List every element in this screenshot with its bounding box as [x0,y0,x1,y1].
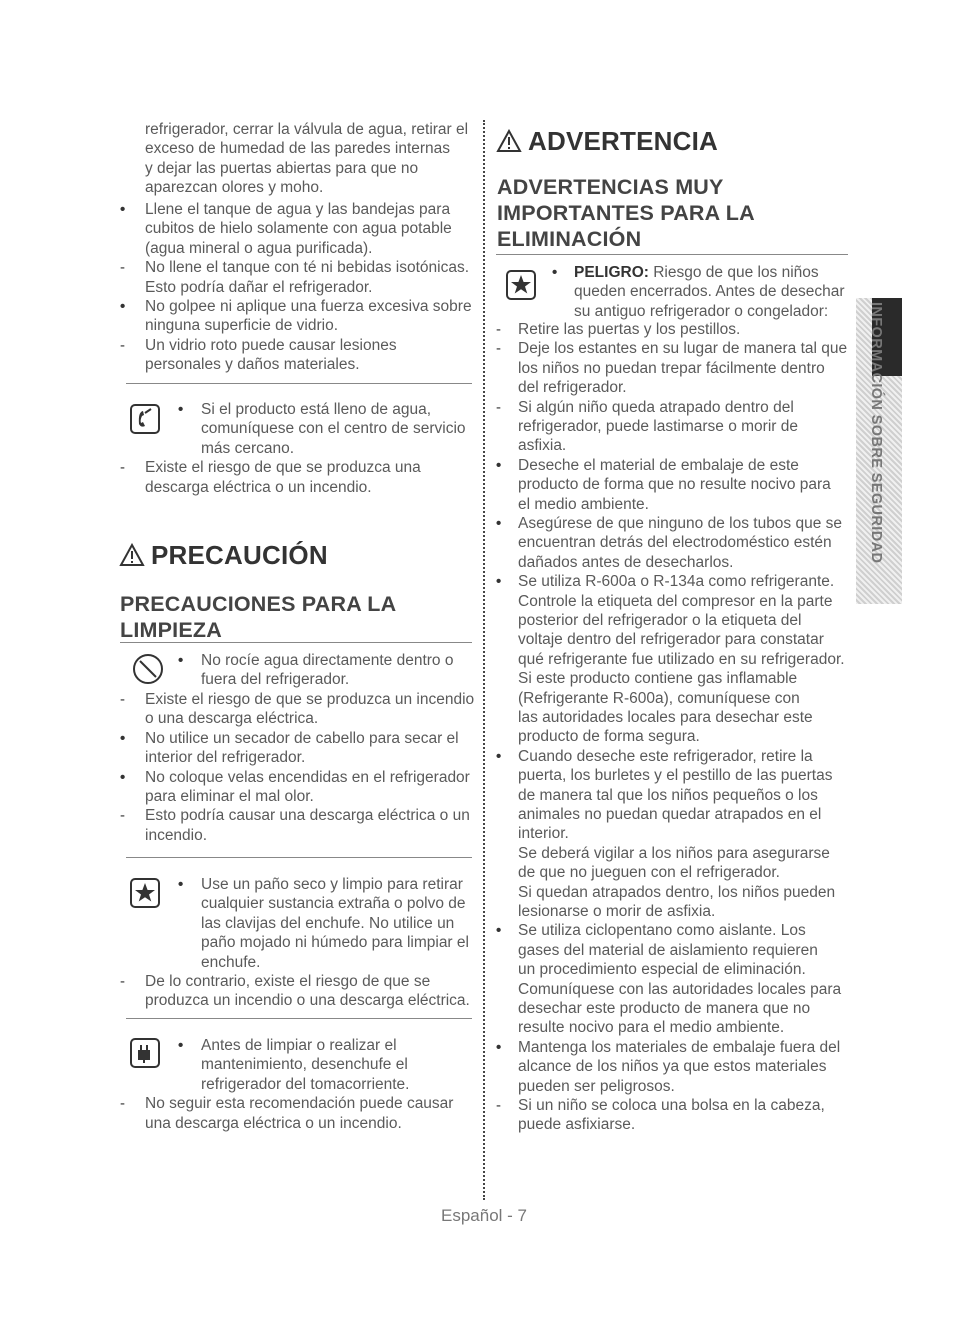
note-line: fuera del refrigerador. [201,671,350,689]
section-title-line: PRECAUCIONES PARA LA [120,592,397,616]
bullet-mark: • [552,264,558,281]
list-item-line: cubitos de hielo solamente con agua potable [145,220,452,238]
list-item-line: ninguna superficie de vidrio. [145,317,339,335]
list-item-line: lesionarse o morir de asfixia. [518,903,716,920]
dash-mark: - [496,321,501,338]
list-item-line: (agua mineral o agua purificada). [145,239,373,257]
dash-mark: - [496,1097,501,1114]
note-line: No seguir esta recomendación puede causar [145,1095,454,1113]
intro-paragraph [145,120,468,198]
bullet-mark: • [496,1038,502,1056]
dash-mark: - [120,459,125,477]
intro-line: exceso de humedad de las paredes internas [145,140,451,158]
bullet-mark: • [120,298,126,315]
list-item-line: Existe el riesgo de que se produzca un incendio [145,691,475,708]
note-line: más cercano. [201,439,295,457]
note-line: Use un paño seco y limpio para retirar [201,876,463,893]
unplug-icon [130,1038,160,1068]
section-title-line: ADVERTENCIAS MUY [497,175,724,199]
warning-title-text: ADVERTENCIA [528,126,718,156]
dash-mark: - [120,807,125,825]
bullet-mark: • [178,652,184,669]
list-item-line: asfixia. [518,437,567,455]
list-item-line: posterior del refrigerador o la etiqueta del [518,612,802,629]
note-line: una descarga eléctrica o un incendio. [145,1114,402,1132]
section-title-line: IMPORTANTES PARA LA [497,201,755,225]
list-item-line: Controle la etiqueta del compresor en la parte [518,592,833,610]
list-item-line: incendio. [145,826,208,844]
important-star-icon [130,878,160,908]
list-item-line: No llene el tanque con té ni bebidas isotónicas. [145,259,469,277]
note-line: descarga eléctrica o un incendio. [145,478,372,496]
page-number: Español - 7 [441,1206,527,1225]
list-item-line: del refrigerador. [518,379,627,397]
list-item-line: resulte nocivo para el medio ambiente. [518,1019,785,1037]
list-item-line: Llene el tanque de agua y las bandejas para [145,201,451,218]
list-item-line: Se utiliza R-600a o R-134a como refrigerante. [518,573,835,591]
important-star-icon [506,270,536,300]
intro-line: aparezcan olores y moho. [145,179,324,197]
note-line: Antes de limpiar o realizar el [201,1037,397,1054]
warning-triangle-icon [496,129,522,153]
list-item-line: producto de forma segura. [518,728,700,746]
bullet-mark: • [496,515,502,532]
list-item-line: alcance de los niños ya que estos materiales [518,1058,827,1076]
section-title-line: LIMPIEZA [120,618,222,642]
list-item-line: Cuando deseche este refrigerador, retire la [518,747,813,765]
danger-line: su antiguo refrigerador o congelador: [574,303,829,320]
note-line: refrigerador del tomacorriente. [201,1075,410,1093]
note-line: Existe el riesgo de que se produzca una [145,459,421,477]
section-divider [126,383,472,384]
section-title-line: ELIMINACIÓN [497,227,642,251]
note-line: De lo contrario, existe el riesgo de que se [145,973,431,990]
note-line: mantenimiento, desenchufe el [201,1056,408,1074]
list-item-line: Si este producto contiene gas inflamable [518,670,798,688]
note-line: No rocíe agua directamente dentro o [201,652,454,669]
list-item-line: (Refrigerante R-600a), comuníquese con [518,689,800,707]
dash-mark: - [496,398,501,416]
list-item-line: Se utiliza ciclopentano como aislante. Los [518,922,806,940]
list-item-line: Si quedan atrapados dentro, los niños pueden [518,883,836,901]
bullet-mark: • [178,401,184,418]
bullet-mark: • [496,456,502,474]
list-item-line: dañados antes de desecharlos. [518,553,734,571]
bullet-mark: • [496,573,502,591]
section-divider [120,642,472,643]
note-line: paño mojado ni húmedo para limpiar el [201,934,469,952]
side-tab-label: INFORMACIÓN SOBRE SEGURIDAD [868,302,884,564]
danger-text: Riesgo de que los niños [648,264,819,281]
bullet-mark: • [120,201,126,218]
list-item-line: puerta, los burletes y el pestillo de las puertas [518,767,833,785]
list-item-line: interior del refrigerador. [145,749,306,767]
intro-line: y dejar las puertas abiertas para que no [145,159,419,177]
note-line: Si el producto está lleno de agua, [201,401,432,418]
note-line: enchufe. [201,953,261,971]
note-line: comuníquese con el centro de servicio [201,420,466,438]
bullet-mark: • [496,747,502,765]
column-divider [483,120,485,1200]
list-item-line: No utilice un secador de cabello para secar el [145,729,459,747]
list-item-line: las autoridades locales para desechar este [518,709,813,726]
dash-mark: - [120,691,125,708]
dash-mark: - [496,340,501,358]
list-item-line: un procedimiento especial de eliminación. [518,961,806,979]
list-item-line: refrigerador, puede lastimarse o morir de [518,418,798,435]
note-line: produzca un incendio o una descarga eléctrica. [145,992,470,1010]
danger-label: PELIGRO: [574,264,649,281]
list-item-line: producto de forma que no resulte nocivo para [518,476,831,494]
list-item-line: encuentran detrás del electrodoméstico estén [518,534,832,552]
list-item-line: Mantenga los materiales de embalaje fuera del [518,1038,841,1056]
list-item-line: voltaje dentro del refrigerador para constatar [518,631,824,649]
bullet-mark: • [120,729,126,747]
section-divider [496,254,848,255]
disposal-section-title [497,174,755,252]
list-item-line: Comuníquese con las autoridades locales para [518,980,842,998]
list-item-line: de manera tal que los niños pequeños o los [518,786,818,804]
prohibited-icon [133,654,163,684]
bullet-mark: • [178,876,184,893]
list-item-line: personales y daños materiales. [145,356,360,374]
danger-first-line [574,263,819,282]
list-item-line: Un vidrio roto puede causar lesiones [145,336,397,354]
warning-triangle-icon [119,543,145,567]
list-item-line: No golpee ni aplique una fuerza excesiva sobre [145,298,472,315]
danger-line: queden encerrados. Antes de desechar [574,283,845,300]
list-item-line: Retire las puertas y los pestillos. [518,321,741,338]
list-item-line: para eliminar el mal olor. [145,788,314,805]
list-item-line: Esto podría causar una descarga eléctrica o un [145,807,470,825]
list-item-line: Esto podría dañar el refrigerador. [145,278,373,296]
list-item-line: de que no jueguen con el refrigerador. [518,864,780,882]
section-divider [126,857,472,858]
list-item-line: Se deberá vigilar a los niños para asegurarse [518,844,830,862]
bullet-mark: • [496,922,502,940]
bullet-mark: • [178,1037,184,1054]
list-item-line: interior. [518,825,569,843]
note-line: cualquier sustancia extraña o polvo de [201,895,466,913]
precaution-heading [119,540,328,571]
warning-heading [496,126,718,157]
list-item-line: Si un niño se coloca una bolsa en la cabeza, [518,1097,825,1114]
list-item-line: los niños no puedan trepar fácilmente dentro [518,359,825,377]
list-item-line: No coloque velas encendidas en el refrigerador [145,768,470,786]
phone-icon [130,404,160,434]
list-item-line: el medio ambiente. [518,495,649,513]
bullet-mark: • [120,768,126,786]
list-item-line: animales no puedan quedar atrapados en el [518,806,822,823]
list-item-line: qué refrigerante fue utilizado en su refrigerador. [518,650,845,668]
dash-mark: - [120,336,125,354]
precaution-title-text: PRECAUCIÓN [151,540,328,570]
list-item-line: Asegúrese de que ninguno de los tubos que se [518,515,843,532]
dash-mark: - [120,973,125,990]
list-item-line: gases del material de aislamiento requieren [518,941,818,959]
section-divider [126,1018,472,1019]
cleaning-section-title [120,591,396,643]
list-item-line: Deje los estantes en su lugar de manera tal que [518,340,848,358]
list-item-line: pueden ser peligrosos. [518,1077,675,1095]
dash-mark: - [120,1095,125,1113]
intro-line: refrigerador, cerrar la válvula de agua, retirar el [145,121,469,138]
list-item-line: puede asfixiarse. [518,1116,636,1134]
list-item-line: desechar este producto de manera que no [518,1000,811,1017]
list-item-line: Deseche el material de embalaje de este [518,456,799,474]
list-item-line: o una descarga eléctrica. [145,710,319,728]
dash-mark: - [120,259,125,277]
list-item-line: Si algún niño queda atrapado dentro del [518,398,794,416]
note-line: las clavijas del enchufe. No utilice un [201,914,455,932]
